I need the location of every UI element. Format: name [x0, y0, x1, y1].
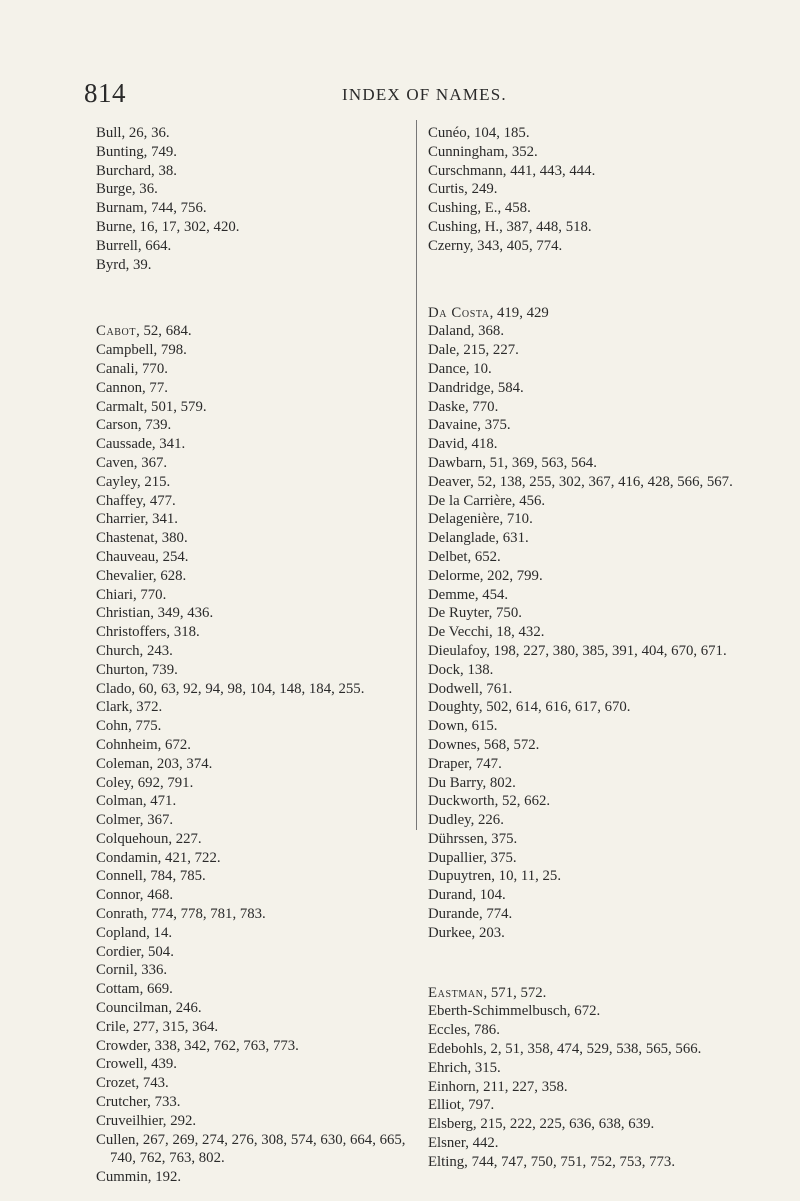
index-entry: Cushing, H., 387, 448, 518. [428, 218, 592, 235]
index-entry: Cummin, 192. [96, 1169, 182, 1186]
index-entry: Crowell, 439. [96, 1056, 177, 1073]
group-gap [428, 256, 758, 304]
index-entry: Dupallier, 375. [428, 849, 517, 866]
index-entry: Chaffey, 477. [96, 492, 176, 509]
index-entry: Chevalier, 628. [96, 567, 187, 584]
index-entry: Condamin, 421, 722. [96, 849, 221, 866]
index-entry: Curschmann, 441, 443, 444. [428, 162, 596, 179]
index-entry: Chiari, 770. [96, 586, 167, 603]
index-entry: Einhorn, 211, 227, 358. [428, 1078, 568, 1095]
index-entry: Copland, 14. [96, 924, 173, 941]
index-entry: Cullen, 267, 269, 274, 276, 308, 574, 630, 664, 665, 740, 762, 763, 802. [96, 1131, 406, 1167]
running-head-title: INDEX OF NAMES. [342, 85, 507, 104]
index-entry: Bunting, 749. [96, 143, 177, 160]
index-entry: Dale, 215, 227. [428, 342, 519, 359]
index-entry: Clark, 372. [96, 699, 163, 716]
group-gap [428, 943, 758, 984]
index-entry: Elsner, 442. [428, 1135, 499, 1152]
index-entry: Crowder, 338, 342, 762, 763, 773. [96, 1037, 299, 1054]
index-entry: Curtis, 249. [428, 181, 498, 198]
index-entry: Chastenat, 380. [96, 530, 188, 547]
index-entry: Connor, 468. [96, 887, 174, 904]
index-entry: Dock, 138. [428, 661, 494, 678]
index-entry: Christian, 349, 436. [96, 605, 214, 622]
index-entry: Cunéo, 104, 185. [428, 125, 530, 141]
index-entry: Cabot, 52, 684. [96, 323, 192, 340]
index-entry: Byrd, 39. [96, 256, 152, 273]
index-entry: Deaver, 52, 138, 255, 302, 367, 416, 428, 566, 567. [428, 473, 733, 490]
index-entry: Dawbarn, 51, 369, 563, 564. [428, 454, 597, 471]
index-column-left [96, 124, 426, 1187]
index-entry: Delbet, 652. [428, 548, 501, 565]
index-entry: Caussade, 341. [96, 436, 186, 453]
index-entry: Ehrich, 315. [428, 1059, 501, 1076]
index-entry: Delagenière, 710. [428, 511, 533, 528]
index-entry: Coleman, 203, 374. [96, 755, 213, 772]
index-entry: Dupuytren, 10, 11, 25. [428, 868, 562, 885]
index-entry: Charrier, 341. [96, 511, 178, 528]
index-entry: Clado, 60, 63, 92, 94, 98, 104, 148, 184, 255. [96, 680, 365, 697]
index-entry: Burchard, 38. [96, 162, 177, 179]
index-entry: Dandridge, 584. [428, 379, 524, 396]
index-entry: Campbell, 798. [96, 342, 187, 359]
index-entry: Da Costa, 419, 429 [428, 304, 549, 321]
index-entry: Durkee, 203. [428, 924, 505, 941]
index-entry: Dodwell, 761. [428, 680, 513, 697]
index-entry: Cruveilhier, 292. [96, 1112, 197, 1129]
index-entry: Eccles, 786. [428, 1022, 500, 1039]
page-number: 814 [84, 78, 126, 108]
index-entry: Daske, 770. [428, 398, 499, 415]
index-entry: Colmer, 367. [96, 812, 174, 829]
index-entry: Du Barry, 802. [428, 774, 516, 791]
index-entry: Coley, 692, 791. [96, 774, 194, 791]
index-entry: Carmalt, 501, 579. [96, 398, 207, 415]
index-entry: Connell, 784, 785. [96, 868, 206, 885]
index-entry: Burne, 16, 17, 302, 420. [96, 218, 240, 235]
index-entry: Eberth-Schimmelbusch, 672. [428, 1003, 601, 1020]
index-entry: Dance, 10. [428, 360, 492, 377]
index-column-right [428, 124, 758, 1172]
index-entry: Cornil, 336. [96, 962, 168, 979]
index-entry: Cordier, 504. [96, 943, 174, 960]
index-entry: Downes, 568, 572. [428, 736, 540, 753]
index-entry: Cushing, E., 458. [428, 200, 531, 217]
index-entry: Dieulafoy, 198, 227, 380, 385, 391, 404, 670, 671. [428, 642, 727, 659]
group-gap [96, 274, 426, 322]
index-entry: Crile, 277, 315, 364. [96, 1018, 219, 1035]
index-entry: Daland, 368. [428, 323, 505, 340]
index-entry: De la Carrière, 456. [428, 492, 546, 509]
index-entry: Christoffers, 318. [96, 624, 200, 641]
index-entry: Duckworth, 52, 662. [428, 793, 551, 810]
index-entry: Davaine, 375. [428, 417, 511, 434]
index-entry: Eastman, 571, 572. [428, 984, 547, 1001]
index-entry: Dudley, 226. [428, 812, 504, 829]
index-entry: Elsberg, 215, 222, 225, 636, 638, 639. [428, 1116, 655, 1133]
index-entry: Cunningham, 352. [428, 143, 538, 160]
index-entry: Durande, 774. [428, 906, 513, 923]
index-entry: Caven, 367. [96, 454, 168, 471]
index-entry: De Ruyter, 750. [428, 605, 522, 622]
index-entry: Elliot, 797. [428, 1097, 495, 1114]
index-entry: De Vecchi, 18, 432. [428, 624, 545, 641]
index-entry: Crozet, 743. [96, 1075, 169, 1092]
index-entry: Delorme, 202, 799. [428, 567, 543, 584]
index-entry: Burrell, 664. [96, 237, 172, 254]
index-entry: Cohnheim, 672. [96, 736, 191, 753]
index-entry: Cottam, 669. [96, 981, 173, 998]
index-entry: Down, 615. [428, 718, 498, 735]
index-entry: Councilman, 246. [96, 1000, 202, 1017]
index-entry: Burnam, 744, 756. [96, 200, 207, 217]
index-entry: Elting, 744, 747, 750, 751, 752, 753, 773. [428, 1153, 676, 1170]
index-entry: Demme, 454. [428, 586, 509, 603]
index-entry: Conrath, 774, 778, 781, 783. [96, 906, 266, 923]
index-entry: Edebohls, 2, 51, 358, 474, 529, 538, 565, 566. [428, 1041, 702, 1058]
index-entry: Colman, 471. [96, 793, 177, 810]
index-entry: Draper, 747. [428, 755, 502, 772]
index-entry: Cohn, 775. [96, 718, 162, 735]
index-entry: Cannon, 77. [96, 379, 168, 396]
index-entry: Carson, 739. [96, 417, 172, 434]
index-entry: Church, 243. [96, 642, 173, 659]
index-entry: Burge, 36. [96, 181, 158, 198]
index-entry: Dührssen, 375. [428, 830, 518, 847]
index-entry: Delanglade, 631. [428, 530, 529, 547]
index-entry: Doughty, 502, 614, 616, 617, 670. [428, 699, 631, 716]
index-entry: Churton, 739. [96, 661, 178, 678]
index-entry: Cayley, 215. [96, 473, 171, 490]
index-entry: Czerny, 343, 405, 774. [428, 237, 563, 254]
index-entry: Colquehoun, 227. [96, 830, 202, 847]
index-entry: David, 418. [428, 436, 498, 453]
index-entry: Chauveau, 254. [96, 548, 189, 565]
index-entry: Bull, 26, 36. [96, 125, 170, 141]
index-entry: Canali, 770. [96, 360, 168, 377]
index-entry: Durand, 104. [428, 887, 506, 904]
index-entry: Crutcher, 733. [96, 1094, 181, 1111]
